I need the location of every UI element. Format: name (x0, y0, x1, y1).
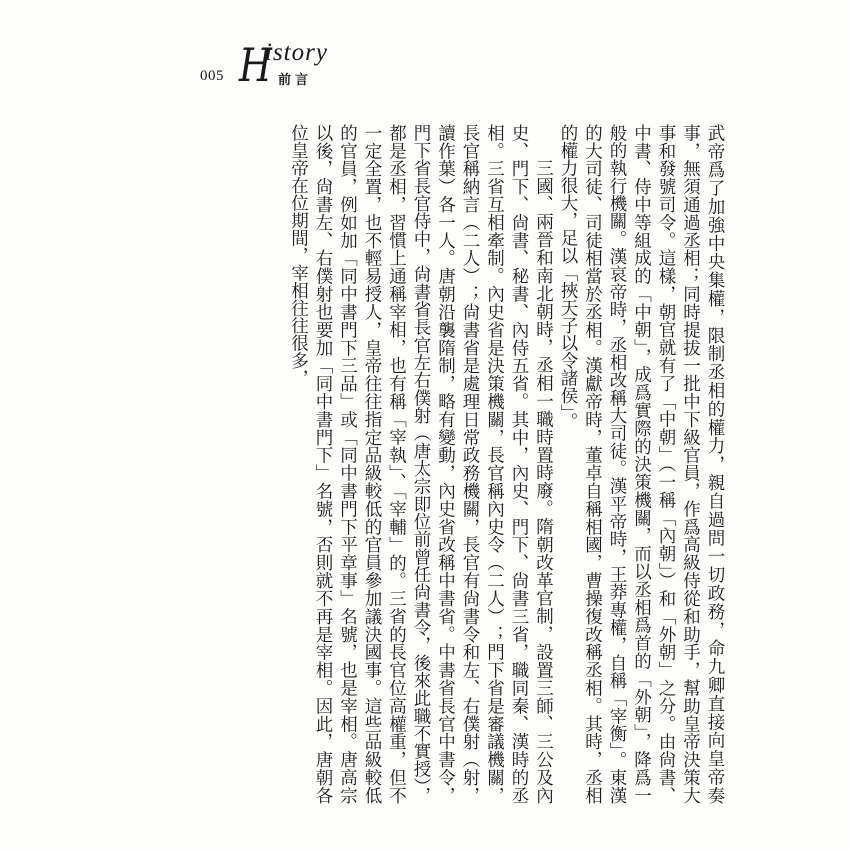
body-text (286, 124, 727, 804)
section-title: 前言 (278, 73, 313, 88)
history-logo-initial: H (239, 38, 272, 92)
paragraph: 武帝爲了加強中央集權，限制丞相的權力，親自過問一切政務，命九卿直接向皇帝奏事，無須通過丞相；同時提拔一批中下級官員，作爲高級侍從和助手，幫助皇帝決策大事和發號司令。這樣，朝官就有了「中朝」（一稱「內朝」）和「外朝」之分。由尙書、中書、侍中等組成的「中朝」，成爲實際的決策機關，而以丞相爲首的「外朝」，降爲一般的執行機關。漢哀帝時，丞相改稱大司徒。漢平帝時，王莽專權，自稱「宰衡」。東漢的大司徒、司徒相當於丞相。漢獻帝時，董卓自稱相國，曹操復改稱丞相。其時，丞相的權力很大，足以「挾天子以令諸侯」。 (558, 124, 725, 804)
page-number: 005 (200, 68, 224, 84)
history-logo-word: istory (265, 39, 328, 66)
page-header (200, 38, 380, 98)
paragraph: 三國、兩晉和南北朝時，丞相一職時置時廢。隋朝改革官制，設置三師、三公及內史、門下、尙書、秘書、內侍五省。其中，內史、門下、尙書三省，職同秦、漢時的丞相。三省互相牽制。內史省是決策機關，長官稱內史令（二人）；門下省是審議機關，長官稱納言（二人）；尙書省是處理日常政務機關，長官有尙書令和左、右僕射（射，讀作葉）各一人。唐朝沿襲隋制，略有變動，內史省改稱中書省。中書省長官中書令，門下省長官侍中，尙書省長官左右僕射（唐太宗即位前曾任尙書令，後來此職不實授），都是丞相，習慣上通稱宰相，也有稱「宰執」、「宰輔」的。三省的長官位高權重，但不一定全置，也不輕易授人，皇帝往往指定品級較低的官員參加議決國事。這些品級較低的官員，例如加「同中書門下三品」或「同中書門下平章事」名號，也是宰相。唐高宗以後，尙書左、右僕射也要加「同中書門下」名號，否則就不再是宰相。因此，唐朝各位皇帝在位期間，宰相往往很多， (288, 124, 554, 804)
